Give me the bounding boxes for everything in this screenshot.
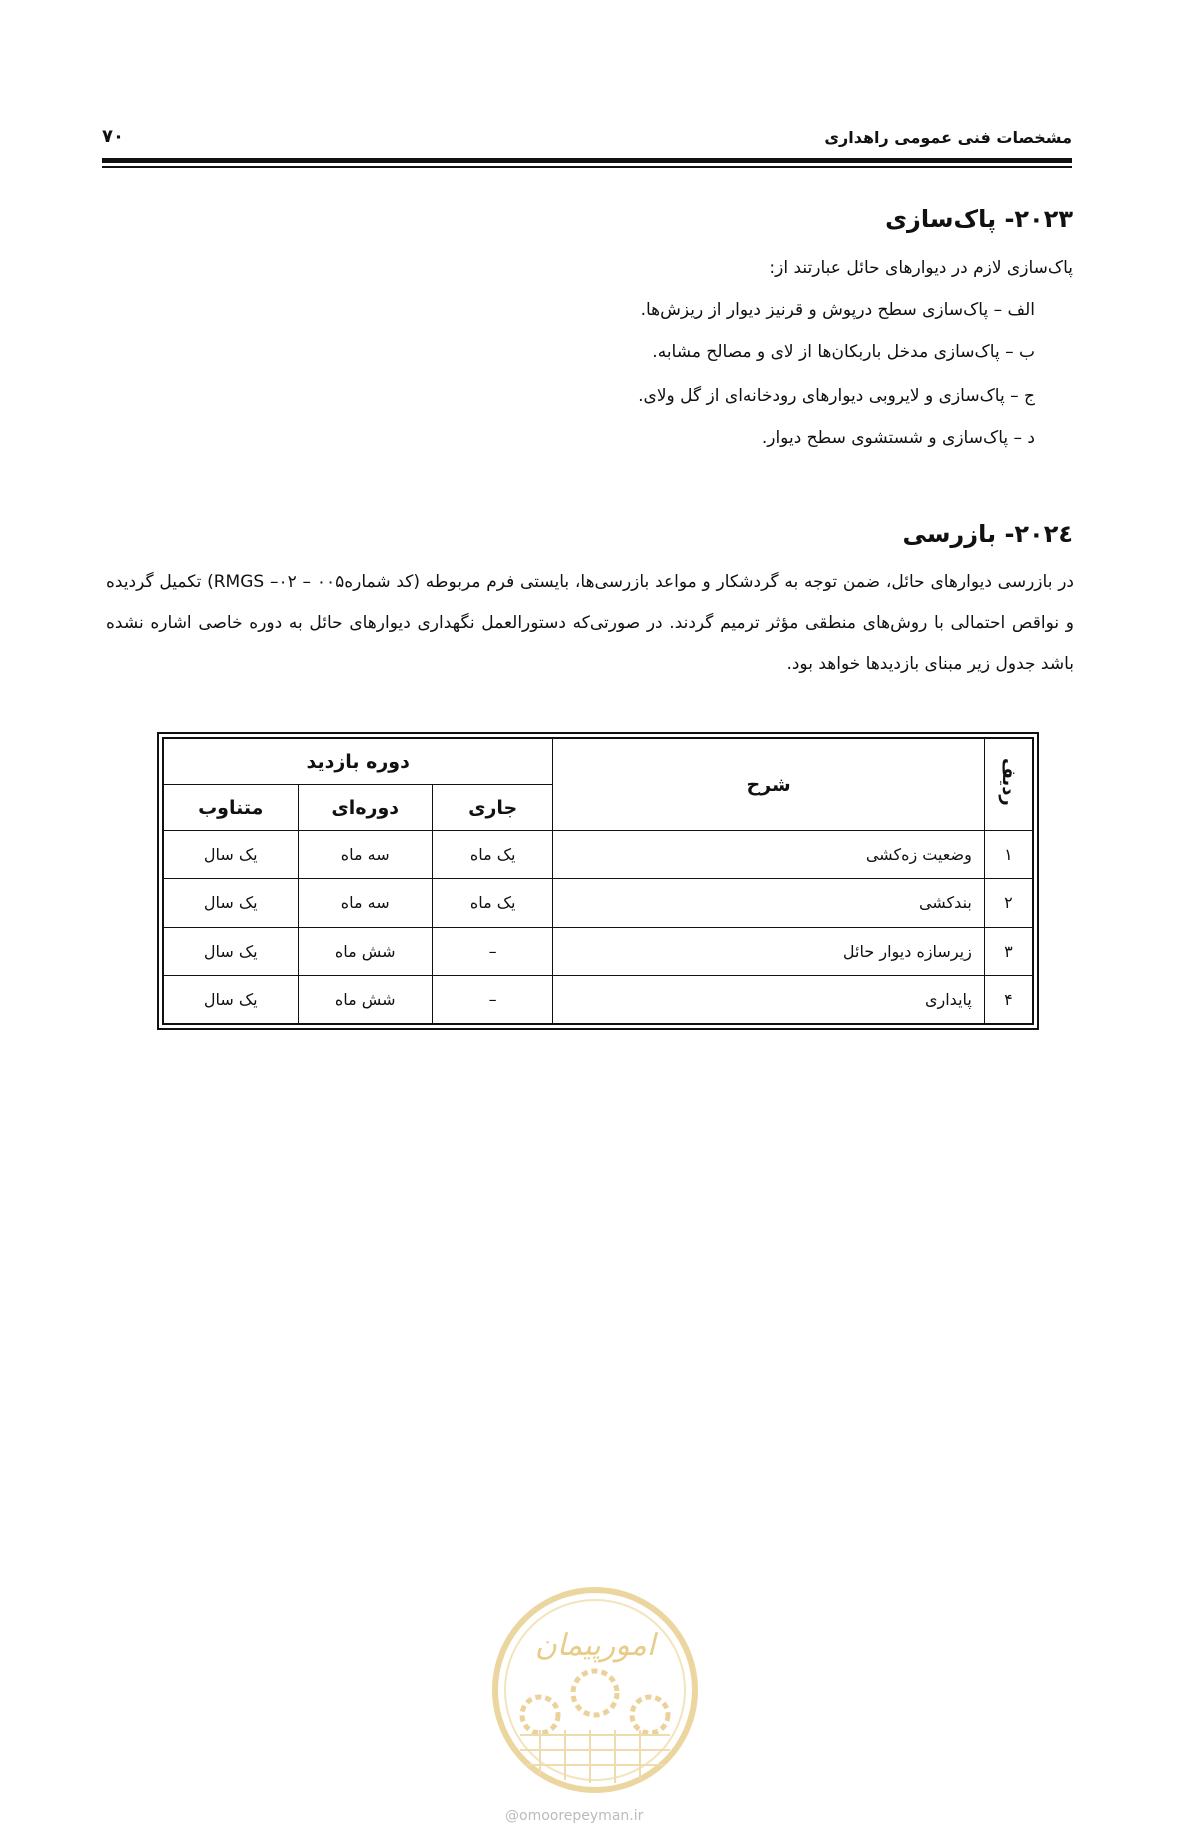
table-row	[164, 975, 1033, 1023]
header-jari: جاری	[432, 785, 552, 831]
list-item: ب – پاک‌سازی مدخل باربکان‌ها از لای و مصالح مشابه.	[652, 342, 1035, 362]
header-title: مشخصات فنی عمومی راهداری	[824, 128, 1072, 147]
table-row	[164, 927, 1033, 975]
inspection-table	[157, 732, 1039, 1030]
list-item: ج – پاک‌سازی و لایروبی دیوارهای رودخانه‌ای از گل ولای.	[638, 386, 1035, 406]
cell-radif: ۴	[984, 975, 1032, 1023]
cell-sharh: پایداری	[553, 975, 984, 1023]
cell-radif: ۱	[984, 831, 1032, 879]
header-visit-period: دوره بازدید	[164, 739, 553, 785]
cell-dorei: سه ماه	[298, 831, 432, 879]
cell-dorei: سه ماه	[298, 879, 432, 927]
cell-dorei: شش ماه	[298, 975, 432, 1023]
page-header	[102, 128, 1072, 156]
cell-radif: ۳	[984, 927, 1032, 975]
cell-motanavab: یک سال	[164, 879, 299, 927]
inspection-table-grid	[163, 738, 1033, 1024]
header-dorei: دوره‌ای	[298, 785, 432, 831]
cell-radif: ۲	[984, 879, 1032, 927]
list-item: د – پاک‌سازی و شستشوی سطح دیوار.	[761, 428, 1035, 448]
cell-sharh: وضعیت زه‌کشی	[553, 831, 984, 879]
cell-motanavab: یک سال	[164, 831, 299, 879]
header-motanavab: متناوب	[164, 785, 299, 831]
cell-sharh: زیرسازه دیوار حائل	[553, 927, 984, 975]
header-sharh: شرح	[553, 739, 984, 831]
cell-jari: یک ماه	[432, 831, 552, 879]
cell-motanavab: یک سال	[164, 927, 299, 975]
cell-jari: یک ماه	[432, 879, 552, 927]
watermark-logo	[490, 1585, 700, 1795]
cell-jari: –	[432, 927, 552, 975]
header-rule-thin	[102, 166, 1072, 168]
section-2024-heading: ۲۰۲٤- بازرسی	[902, 520, 1073, 548]
watermark-text: امورپیمان	[534, 1628, 656, 1663]
cell-sharh: بندکشی	[553, 879, 984, 927]
header-rule-thick	[102, 158, 1072, 163]
page-number: ۷۰	[102, 126, 124, 147]
section-2023-intro: پاک‌سازی لازم در دیوارهای حائل عبارتند از:	[769, 258, 1073, 278]
table-row	[164, 879, 1033, 927]
cell-dorei: شش ماه	[298, 927, 432, 975]
cell-motanavab: یک سال	[164, 975, 299, 1023]
section-2023-heading: ۲۰۲۳- پاک‌سازی	[885, 205, 1073, 233]
watermark-url: @omoorepeyman.ir	[505, 1808, 644, 1824]
table-row	[164, 831, 1033, 879]
section-2024-paragraph: در بازرسی دیوارهای حائل، ضمن توجه به گردشکار و مواعد بازرسی‌ها، بایستی فرم مربوطه (کد شماره۰۰۵ – ۰۲– RMGS) تکمیل گردیده و نواقص احتمالی با روش‌های منطقی مؤثر ترمیم گردند. در صورتی‌که دستورالعمل نگهداری دیوارهای حائل به دوره خاصی اشاره نشده باشد جدول زیر مبنای بازدیدها خواهد بود.	[106, 572, 1074, 674]
header-radif: ردیف	[984, 739, 1032, 831]
cell-jari: –	[432, 975, 552, 1023]
list-item: الف – پاک‌سازی سطح درپوش و قرنیز دیوار از ریزش‌ها.	[640, 300, 1035, 320]
